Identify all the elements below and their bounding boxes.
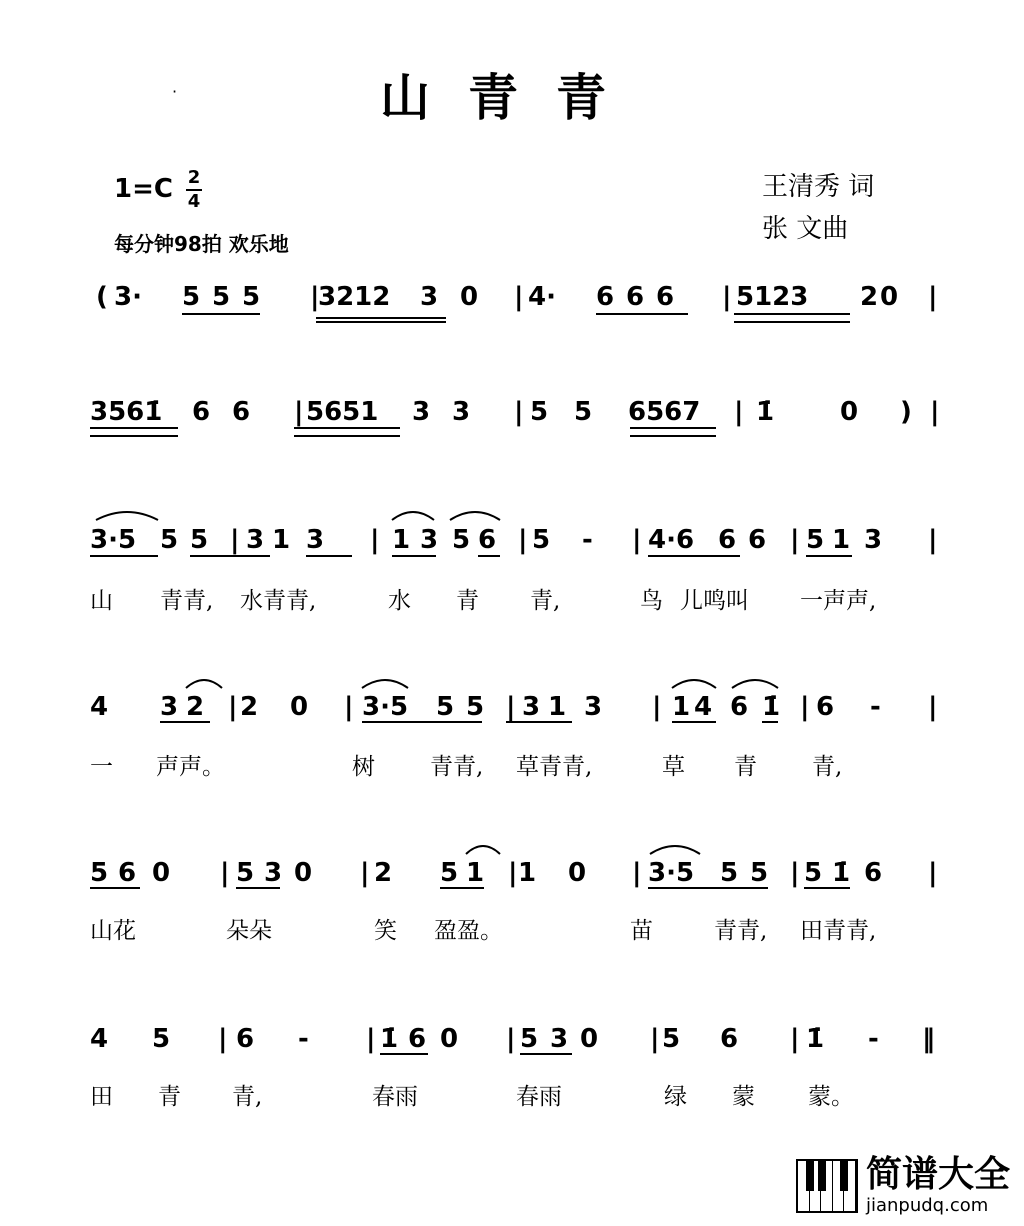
- page-title: 山青青: [380, 68, 644, 127]
- barline: |: [632, 525, 642, 555]
- barline: |: [800, 692, 810, 722]
- watermark-logo: [796, 1155, 1010, 1216]
- note: 1: [466, 858, 485, 888]
- lyric: 苗: [630, 918, 653, 944]
- barline: |: [928, 692, 938, 722]
- lyric: 蒙: [732, 1084, 755, 1110]
- key-signature: 1=C: [114, 174, 173, 204]
- barline: |: [514, 397, 524, 427]
- barline: |: [228, 692, 238, 722]
- note: 6: [118, 858, 137, 888]
- note: 4: [694, 692, 713, 722]
- lyric: 山花: [90, 918, 136, 944]
- note: 0: [290, 692, 309, 722]
- barline: ‖: [922, 1024, 935, 1054]
- lyric: 笑: [374, 918, 397, 944]
- note: 1̇: [762, 692, 781, 722]
- note: -: [298, 1024, 309, 1054]
- note: 0: [568, 858, 587, 888]
- note: 1: [548, 692, 567, 722]
- note: 2: [860, 282, 879, 312]
- note: 6: [718, 525, 737, 555]
- composer-credit: 张 文曲: [762, 214, 849, 244]
- barline: |: [518, 525, 528, 555]
- lyric: 鸟: [640, 588, 663, 614]
- barline: |: [366, 1024, 376, 1054]
- note: (: [96, 282, 108, 312]
- note: 6: [656, 282, 675, 312]
- note: 3: [246, 525, 265, 555]
- barline: |: [928, 858, 938, 888]
- note: 3·: [114, 282, 142, 312]
- note: 1: [672, 692, 691, 722]
- lyric: 水青青,: [240, 588, 317, 614]
- lyric: 盈盈。: [434, 918, 503, 944]
- note: 5: [242, 282, 261, 312]
- note: 3561̇: [90, 397, 163, 427]
- note: 1: [518, 858, 537, 888]
- lyricist-credit: 王清秀 词: [762, 172, 875, 202]
- time-sig-top: 2: [187, 167, 201, 188]
- time-sig-bottom: 4: [187, 191, 201, 212]
- barline: |: [928, 282, 938, 312]
- note: 4: [90, 692, 109, 722]
- barline: |: [230, 525, 240, 555]
- note: 1: [832, 525, 851, 555]
- barline: |: [360, 858, 370, 888]
- barline: |: [506, 692, 516, 722]
- lyric: 绿: [664, 1084, 687, 1110]
- note: 5: [750, 858, 769, 888]
- note: 3: [420, 525, 439, 555]
- note: 3·5: [362, 692, 409, 722]
- note: 5: [532, 525, 551, 555]
- note: 2: [374, 858, 393, 888]
- barline: |: [370, 525, 380, 555]
- lyric: 朵朵: [226, 918, 272, 944]
- barline: |: [632, 858, 642, 888]
- note: 6: [478, 525, 497, 555]
- stray-mark: ·: [172, 82, 178, 101]
- note: 3: [584, 692, 603, 722]
- note: ): [900, 397, 912, 427]
- note: 5: [452, 525, 471, 555]
- barline: |: [218, 1024, 228, 1054]
- note: 0: [460, 282, 479, 312]
- note: 3: [864, 525, 883, 555]
- note: -: [582, 525, 593, 555]
- note: 5: [804, 858, 823, 888]
- tie-slur: [392, 512, 434, 520]
- lyric: 一: [90, 754, 113, 780]
- note: 0: [880, 282, 899, 312]
- barline: |: [650, 1024, 660, 1054]
- note: 3·5: [90, 525, 137, 555]
- note: 3: [264, 858, 283, 888]
- note: 5: [720, 858, 739, 888]
- lyric: 青青,: [160, 588, 214, 614]
- note: 5651: [306, 397, 379, 427]
- note: 3: [550, 1024, 569, 1054]
- tempo-marking: 每分钟98拍 欢乐地: [114, 232, 289, 256]
- piano-icon: [796, 1159, 858, 1213]
- note: 0: [840, 397, 859, 427]
- barline: |: [344, 692, 354, 722]
- tie-slur: [732, 680, 778, 688]
- note: 6: [408, 1024, 427, 1054]
- lyric: 田青青,: [800, 918, 877, 944]
- note: 5: [530, 397, 549, 427]
- barline: |: [790, 525, 800, 555]
- note: 5: [152, 1024, 171, 1054]
- note: 5: [212, 282, 231, 312]
- barline: |: [220, 858, 230, 888]
- note: 5: [806, 525, 825, 555]
- note: 1: [392, 525, 411, 555]
- note: 5: [160, 525, 179, 555]
- barline: |: [722, 282, 732, 312]
- barline: |: [310, 282, 320, 312]
- note: 0: [152, 858, 171, 888]
- lyric: 山: [90, 588, 113, 614]
- tie-slur: [672, 680, 716, 688]
- lyric: 青: [158, 1084, 181, 1110]
- barline: |: [734, 397, 744, 427]
- note: 6: [236, 1024, 255, 1054]
- note: 6: [720, 1024, 739, 1054]
- tie-slur: [362, 680, 408, 688]
- note: 1̇: [806, 1024, 825, 1054]
- lyric: 青,: [232, 1084, 263, 1110]
- note: 5: [662, 1024, 681, 1054]
- barline: |: [930, 397, 940, 427]
- barline: |: [790, 858, 800, 888]
- lyric: 青,: [812, 754, 843, 780]
- note: 4·6: [648, 525, 695, 555]
- note: 1: [272, 525, 291, 555]
- lyric: 田: [90, 1084, 113, 1110]
- note: 5: [436, 692, 455, 722]
- barline: |: [294, 397, 304, 427]
- note: -: [868, 1024, 879, 1054]
- note: 3: [420, 282, 439, 312]
- note: 1̇: [380, 1024, 399, 1054]
- note: 6: [192, 397, 211, 427]
- note: 5: [440, 858, 459, 888]
- tie-slur: [450, 512, 500, 520]
- note: 2: [186, 692, 205, 722]
- tie-slur: [186, 680, 222, 688]
- watermark-brand: 简谱大全: [865, 1154, 1010, 1195]
- note: 6: [626, 282, 645, 312]
- note: 5: [236, 858, 255, 888]
- tie-slur: [466, 846, 500, 854]
- lyric: 青: [456, 588, 479, 614]
- note: 3: [306, 525, 325, 555]
- lyric: 春雨: [372, 1084, 418, 1110]
- lyric: 水: [388, 588, 411, 614]
- note: 6: [730, 692, 749, 722]
- note: 4·: [528, 282, 556, 312]
- note: 3212: [318, 282, 391, 312]
- note: 4: [90, 1024, 109, 1054]
- note: 0: [580, 1024, 599, 1054]
- lyric: 树: [352, 754, 375, 780]
- lyric: 蒙。: [808, 1084, 854, 1110]
- note: 0: [440, 1024, 459, 1054]
- note: 6: [864, 858, 883, 888]
- note: 5: [520, 1024, 539, 1054]
- note: 5: [190, 525, 209, 555]
- lyric: 草青青,: [516, 754, 593, 780]
- lyric: 草: [662, 754, 685, 780]
- note: 2: [240, 692, 259, 722]
- note: 6: [596, 282, 615, 312]
- barline: |: [506, 1024, 516, 1054]
- note: 6: [816, 692, 835, 722]
- lyric: 声声。: [156, 754, 225, 780]
- note: 6: [232, 397, 251, 427]
- note: 3: [160, 692, 179, 722]
- lyric: 青青,: [430, 754, 484, 780]
- lyric: 青,: [530, 588, 561, 614]
- watermark-url: jianpudq.com: [865, 1195, 989, 1216]
- note: 3: [452, 397, 471, 427]
- note: 5: [90, 858, 109, 888]
- barline: |: [508, 858, 518, 888]
- note: 0: [294, 858, 313, 888]
- tie-slur: [650, 846, 700, 854]
- lyric: 青青,: [714, 918, 768, 944]
- lyric: 春雨: [516, 1084, 562, 1110]
- note: 5: [182, 282, 201, 312]
- barline: |: [790, 1024, 800, 1054]
- note: 3: [412, 397, 431, 427]
- lyric: 一声声,: [800, 588, 877, 614]
- barline: |: [928, 525, 938, 555]
- lyric: 青: [734, 754, 757, 780]
- tie-slur: [96, 512, 158, 520]
- note: 1̇: [832, 858, 851, 888]
- note: 3·5: [648, 858, 695, 888]
- note: 5123: [736, 282, 809, 312]
- note: 5: [574, 397, 593, 427]
- note: 5: [466, 692, 485, 722]
- note: 1̇: [756, 397, 775, 427]
- note: -: [870, 692, 881, 722]
- note: 6: [748, 525, 767, 555]
- lyric: 儿鸣叫: [680, 588, 749, 614]
- note: 3: [522, 692, 541, 722]
- barline: |: [652, 692, 662, 722]
- note: 6567: [628, 397, 701, 427]
- barline: |: [514, 282, 524, 312]
